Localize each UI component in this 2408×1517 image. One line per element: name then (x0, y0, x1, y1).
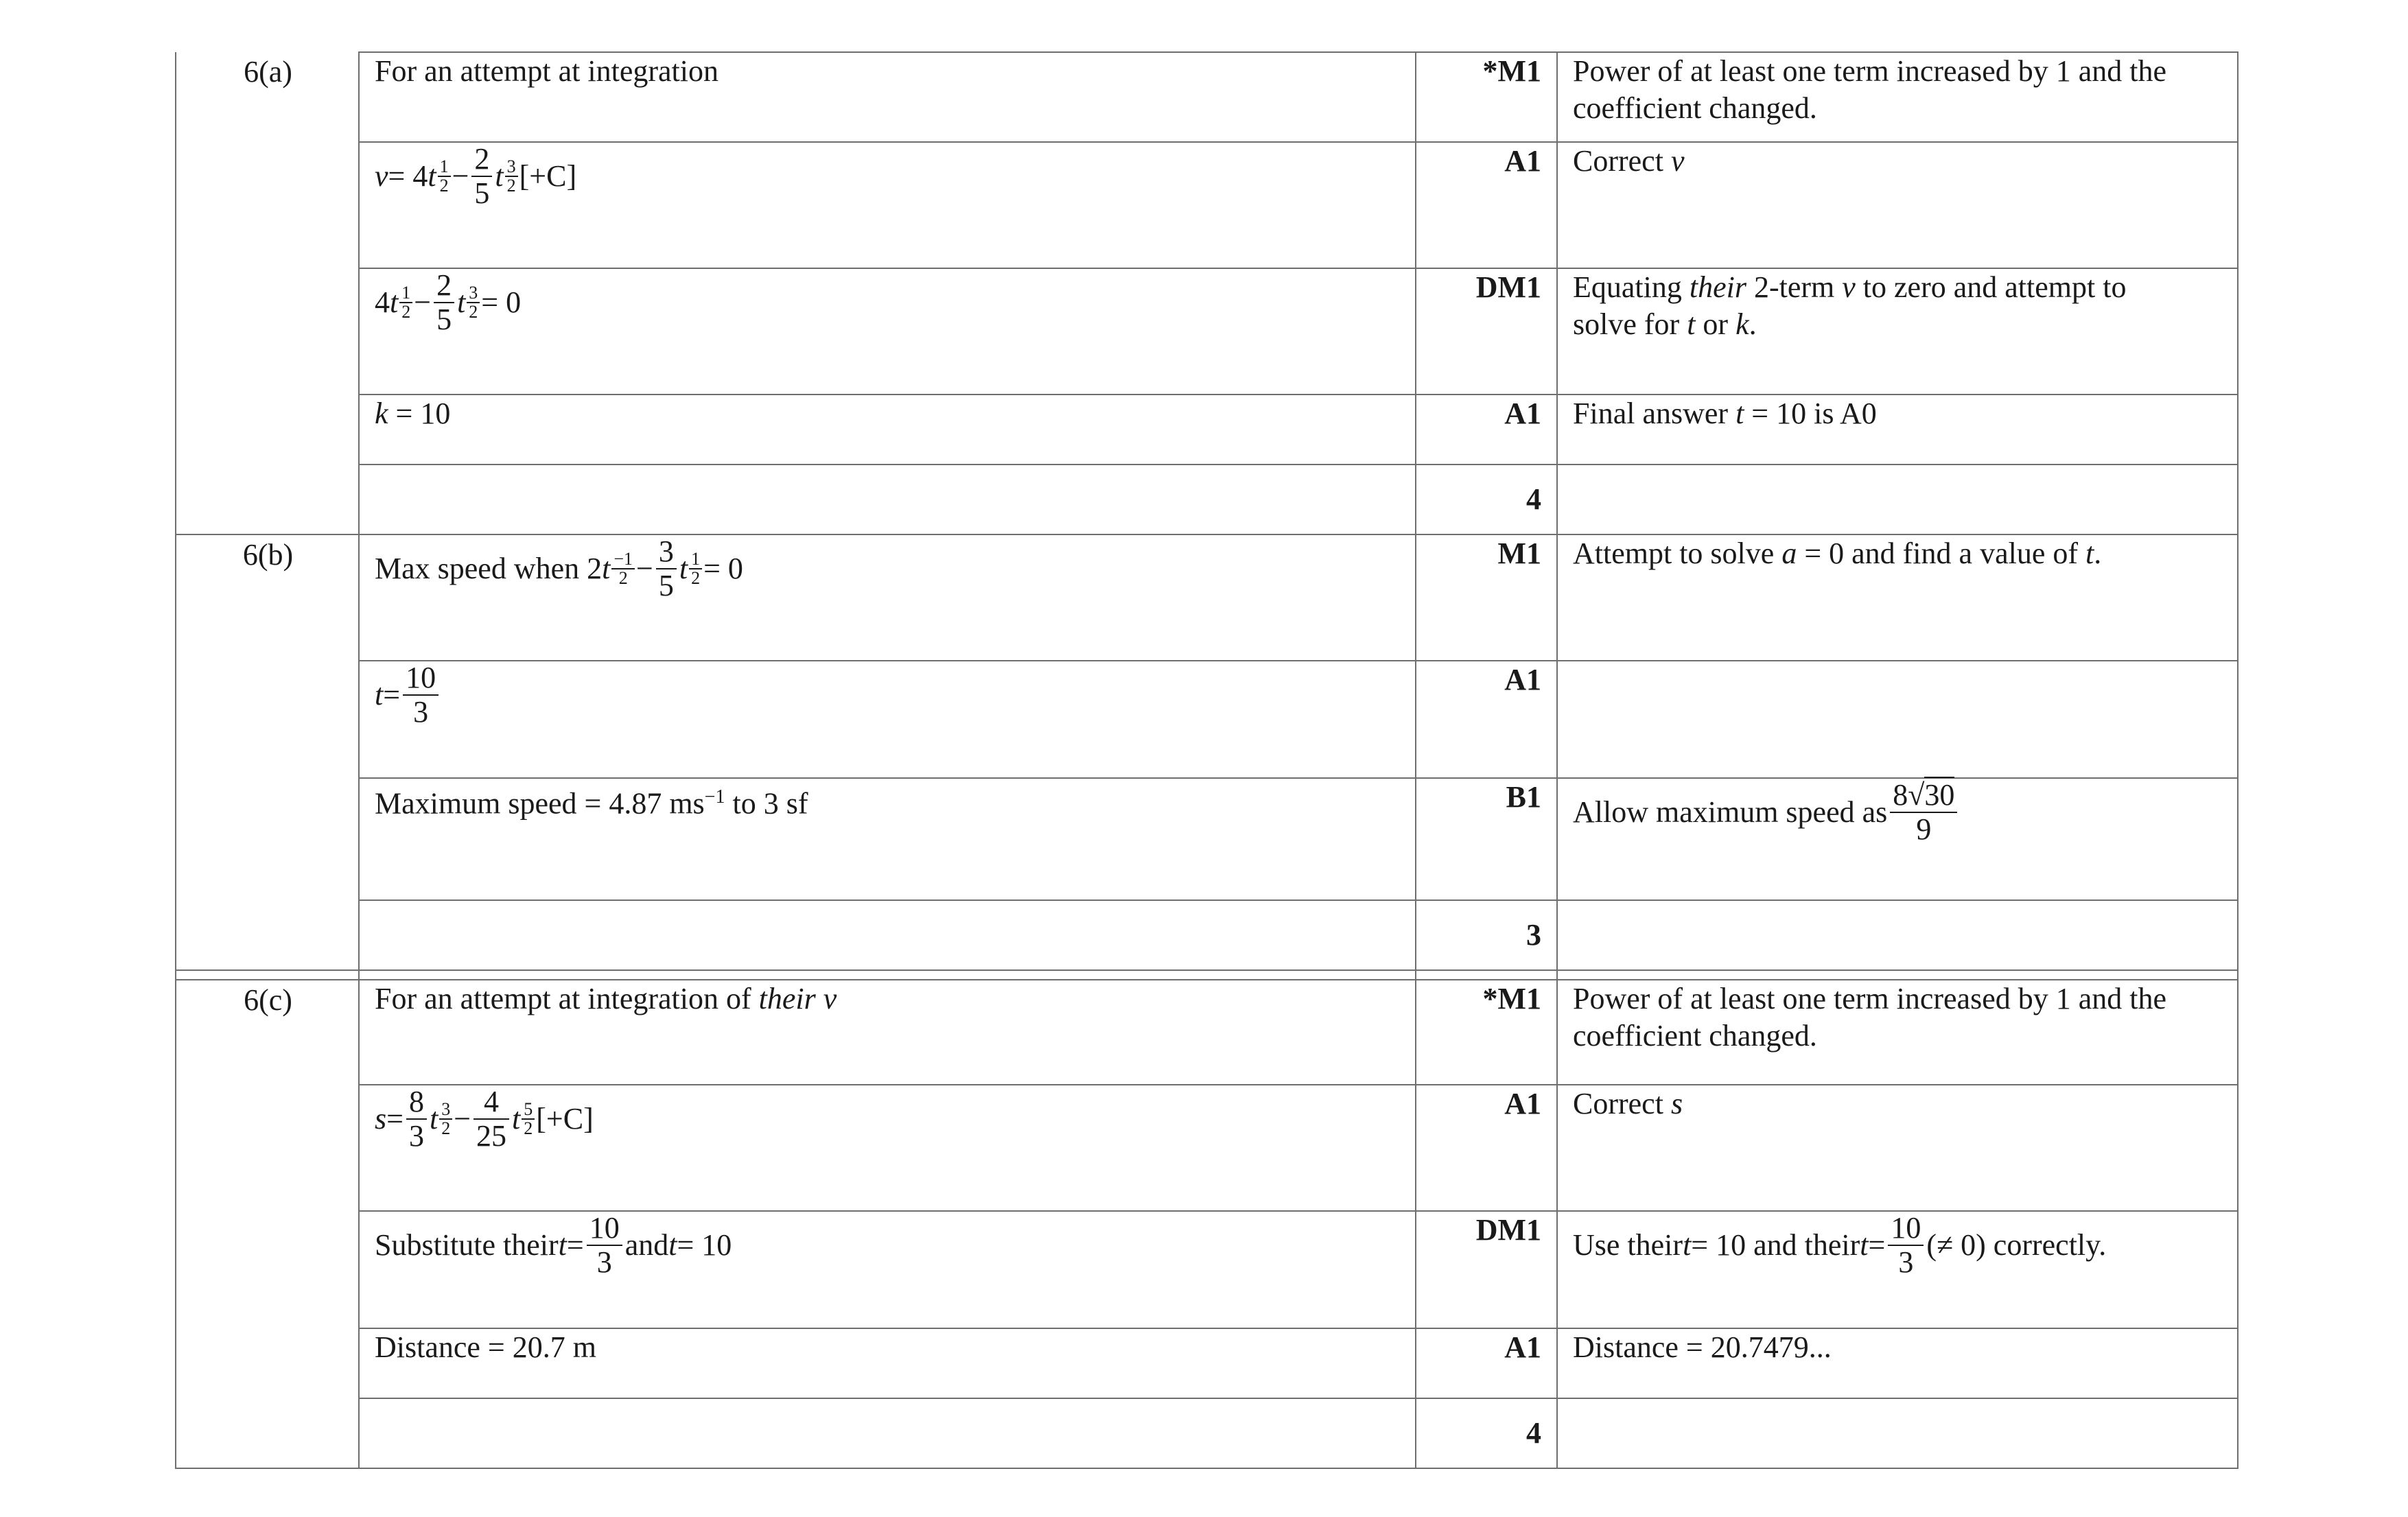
guidance-em: their (1689, 270, 1746, 304)
guidance-text: Equating (1573, 270, 1690, 304)
guidance-text: = 0 and find a value of (1797, 537, 2085, 570)
math-var: t (390, 285, 399, 319)
exponent (611, 550, 635, 587)
math-op: = (383, 678, 401, 712)
exp-den: 2 (441, 1118, 451, 1138)
table-row (176, 268, 2238, 395)
exp-den: 2 (691, 568, 701, 588)
guidance-var: s (1670, 1087, 1683, 1120)
constant: [+C] (519, 159, 577, 193)
guidance-line: coefficient changed. (1573, 91, 1817, 125)
exponent (439, 1101, 452, 1138)
table-row (176, 1211, 2238, 1328)
table-row (176, 395, 2238, 464)
exp-num: 3 (467, 284, 480, 303)
frac-num: 2 (434, 269, 454, 303)
table-row (176, 1328, 2238, 1398)
frac-den: 9 (1916, 812, 1932, 846)
guidance-cell: Distance = 20.7479... (1557, 1328, 2238, 1398)
answer-cell (359, 1085, 1416, 1211)
guidance-cell (1557, 778, 2238, 900)
table-row (176, 1398, 2238, 1468)
frac-den: 3 (596, 1245, 612, 1279)
exp-sign: − (613, 549, 624, 569)
frac-den: 3 (1898, 1245, 1914, 1279)
answer-text: = 10 (677, 1228, 732, 1262)
mark-cell: A1 (1416, 142, 1557, 268)
guidance-var: t (2085, 537, 2094, 570)
exp-den: 2 (618, 568, 628, 588)
answer-text: and (624, 1228, 669, 1262)
frac-num: 3 (656, 535, 677, 569)
guidance-text: (≠ 0) correctly. (1926, 1228, 2107, 1262)
frac-num: 8 (406, 1085, 427, 1120)
exponent (505, 158, 518, 195)
answer-cell (359, 142, 1416, 268)
guidance-text: Correct (1573, 1087, 1671, 1120)
answer-text: For an attempt at integration of (375, 982, 759, 1015)
fraction (434, 269, 454, 336)
answer-cell (359, 1398, 1416, 1468)
guidance-cell (1557, 1085, 2238, 1211)
fraction (471, 143, 492, 210)
exp-den: 2 (506, 176, 516, 196)
total-mark: 3 (1416, 900, 1557, 970)
equation (375, 143, 1401, 210)
fraction (1890, 779, 1957, 846)
fraction (474, 1085, 509, 1153)
math-var: t (429, 1102, 439, 1136)
exponent (522, 1101, 535, 1138)
math-var: t (375, 678, 384, 712)
answer-cell (359, 1211, 1416, 1328)
mark-cell: M1 (1416, 534, 1557, 661)
guidance-var: t (1683, 1228, 1692, 1262)
guidance-var: v (1842, 270, 1856, 304)
mark-cell: A1 (1416, 1328, 1557, 1398)
guidance-var: a (1781, 537, 1797, 570)
exp-num: 3 (505, 158, 518, 177)
guidance-text: to zero and attempt to (1855, 270, 2127, 304)
table-row (176, 534, 2238, 661)
exponent (399, 284, 412, 321)
answer-text: For an attempt at integration (375, 54, 718, 88)
exp-num: 1 (689, 550, 702, 569)
question-number: 6(b) (176, 534, 359, 970)
exponent (467, 284, 480, 321)
guidance-cell (1557, 980, 2238, 1085)
math-op: = (566, 1228, 584, 1262)
radicand: 30 (1924, 778, 1955, 812)
answer-cell (359, 464, 1416, 534)
table-row (176, 142, 2238, 268)
answer-cell (359, 980, 1416, 1085)
guidance-cell (1557, 661, 2238, 778)
math-var: v (375, 159, 388, 193)
guidance-text: = 10 is A0 (1744, 397, 1877, 430)
answer-cell (359, 900, 1416, 970)
mark-cell: A1 (1416, 661, 1557, 778)
table-row (176, 778, 2238, 900)
table-row (176, 980, 2238, 1085)
math-num: 4 (375, 285, 390, 319)
answer-text: to 3 sf (725, 786, 808, 821)
equation (375, 269, 1401, 336)
math-var: t (495, 159, 504, 193)
frac-den: 3 (413, 695, 429, 729)
exponent (689, 550, 702, 587)
equation (375, 661, 1401, 729)
guidance-text: Use their (1573, 1228, 1683, 1262)
question-number: 6(c) (176, 980, 359, 1468)
math-var: t (602, 552, 611, 585)
equation (375, 535, 1401, 602)
guidance-text: . (2094, 537, 2102, 570)
exp-den: 2 (439, 176, 449, 196)
guidance-cell (1557, 1211, 2238, 1328)
frac-num: 2 (471, 143, 492, 177)
mark-scheme-table (175, 51, 2238, 1469)
exp-den: 2 (469, 302, 478, 322)
math-op: − (454, 1102, 471, 1136)
answer-cell (359, 661, 1416, 778)
math-var: t (668, 1228, 677, 1262)
mark-cell: A1 (1416, 395, 1557, 464)
guidance-text: 2-term (1746, 270, 1843, 304)
mark-cell: DM1 (1416, 1211, 1557, 1328)
guidance-text: solve for (1573, 307, 1687, 341)
guidance-equation (1573, 1212, 2223, 1279)
guidance-var: t (1735, 397, 1744, 430)
total-mark: 4 (1416, 1398, 1557, 1468)
mark-cell: *M1 (1416, 52, 1557, 142)
answer-cell (359, 395, 1416, 464)
guidance-cell (1557, 142, 2238, 268)
math-op: = 0 (703, 552, 743, 585)
guidance-var: t (1860, 1228, 1869, 1262)
guidance-text: Correct (1573, 144, 1671, 178)
frac-num: 10 (1888, 1212, 1924, 1246)
exp-num: 1 (624, 549, 633, 569)
table-row (176, 464, 2238, 534)
answer-cell (359, 268, 1416, 395)
math-op: = (386, 1102, 404, 1136)
answer-cell (359, 52, 1416, 142)
total-mark: 4 (1416, 464, 1557, 534)
equation (375, 1212, 1401, 1279)
sqrt-symbol: √ (1908, 778, 1925, 812)
mark-cell: *M1 (1416, 980, 1557, 1085)
guidance-text: . (1749, 307, 1757, 341)
question-number: 6(a) (176, 52, 359, 534)
math-var: k (375, 397, 388, 430)
guidance-cell (1557, 395, 2238, 464)
math-op: − (636, 552, 653, 585)
answer-text: Max speed when 2 (375, 552, 603, 585)
guidance-var: v (1670, 144, 1685, 178)
guidance-cell (1557, 52, 2238, 142)
table-row (176, 52, 2238, 142)
math-var: t (679, 552, 688, 585)
fraction (403, 661, 439, 729)
math-var: t (428, 159, 436, 193)
answer-text: Maximum speed = 4.87 ms (375, 786, 705, 821)
guidance-text: = (1868, 1228, 1886, 1262)
table-row (176, 900, 2238, 970)
math-op: = 4 (388, 159, 428, 193)
fraction (1888, 1212, 1924, 1279)
math-op: − (414, 285, 432, 319)
math-var: t (512, 1102, 521, 1136)
mark-cell: DM1 (1416, 268, 1557, 395)
exp-den: 2 (524, 1118, 533, 1138)
guidance-cell (1557, 900, 2238, 970)
guidance-line: coefficient changed. (1573, 1019, 1817, 1053)
fraction (656, 535, 677, 602)
guidance-text: = 10 and their (1691, 1228, 1860, 1262)
equation (375, 1085, 1401, 1153)
guidance-line: Power of at least one term increased by 1 and the (1573, 54, 2167, 88)
guidance-equation (1573, 779, 2223, 846)
math-var: t (558, 1228, 567, 1262)
answer-em: their v (758, 982, 837, 1015)
answer-cell: Distance = 20.7 m (359, 1328, 1416, 1398)
answer-cell (359, 778, 1416, 900)
exponent (438, 158, 451, 195)
exp-num: 1 (438, 158, 451, 177)
frac-den: 5 (436, 303, 452, 336)
frac-num: 10 (587, 1212, 622, 1246)
mark-scheme-table-wrapper (175, 51, 2237, 1469)
table-row (176, 661, 2238, 778)
unit-exponent: −1 (704, 786, 725, 808)
answer-cell (359, 534, 1416, 661)
table-row (176, 1085, 2238, 1211)
exp-num: 3 (439, 1101, 452, 1120)
constant: [+C] (536, 1102, 594, 1136)
guidance-var: t (1687, 307, 1696, 341)
mark-cell: A1 (1416, 1085, 1557, 1211)
section-divider (176, 970, 2238, 980)
frac-den: 3 (408, 1119, 424, 1153)
exp-num: 1 (399, 284, 412, 303)
fraction (587, 1212, 622, 1279)
guidance-text: Final answer (1573, 397, 1736, 430)
guidance-cell (1557, 1398, 2238, 1468)
guidance-cell (1557, 464, 2238, 534)
math-var: t (457, 285, 466, 319)
frac-num: 10 (403, 661, 439, 696)
frac-den: 5 (474, 176, 490, 210)
exp-num: 5 (522, 1101, 535, 1120)
frac-num: 4 (474, 1085, 509, 1120)
answer-text: Substitute their (375, 1228, 559, 1262)
math-op: − (452, 159, 469, 193)
math-var: s (375, 1102, 387, 1136)
frac-num: 8 (1893, 778, 1908, 812)
mark-cell: B1 (1416, 778, 1557, 900)
fraction (406, 1085, 427, 1153)
guidance-text: Attempt to solve (1573, 537, 1782, 570)
answer-text: = 10 (388, 397, 451, 430)
frac-den: 25 (476, 1119, 507, 1153)
exp-den: 2 (401, 302, 411, 322)
frac-den: 5 (658, 569, 674, 602)
guidance-text: Allow maximum speed as (1573, 795, 1888, 829)
guidance-line: Power of at least one term increased by 1 and the (1573, 982, 2167, 1015)
math-op: = 0 (481, 285, 522, 319)
guidance-cell (1557, 268, 2238, 395)
guidance-cell (1557, 534, 2238, 661)
guidance-text: or (1695, 307, 1736, 341)
guidance-var: k (1735, 307, 1749, 341)
